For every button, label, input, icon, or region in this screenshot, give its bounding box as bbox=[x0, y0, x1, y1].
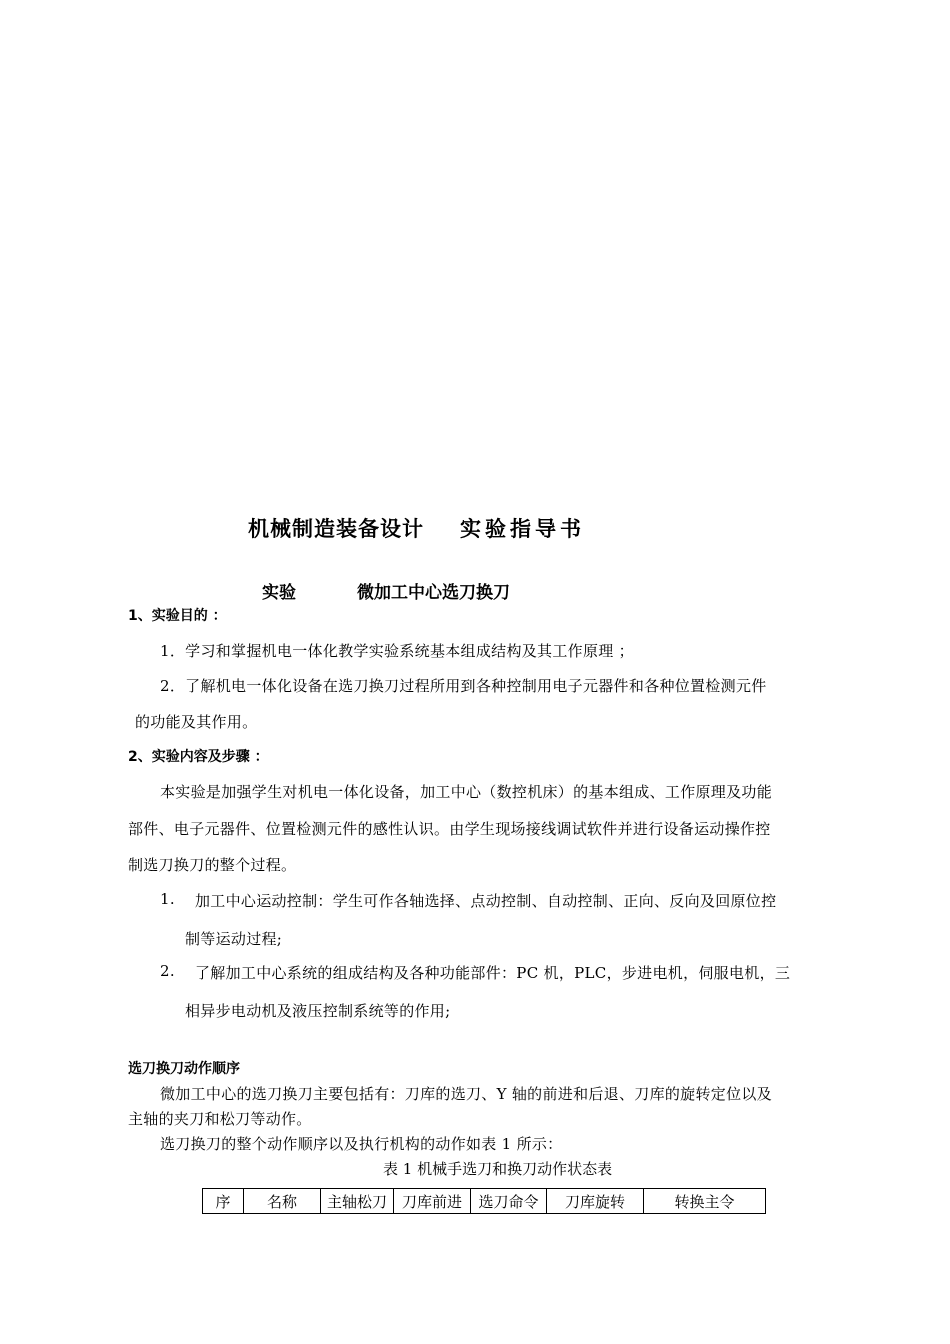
document-title-left: 机械制造装备设计 bbox=[248, 517, 424, 541]
step-1-line-2: 制等运动过程; bbox=[185, 930, 283, 948]
step-1-line-1: 加工中心运动控制：学生可作各轴选择、点动控制、自动控制、正向、反向及回原位控 bbox=[195, 892, 777, 910]
section2-heading: 2、实验内容及步骤 ： bbox=[128, 749, 269, 765]
table-header-row bbox=[203, 1189, 766, 1214]
table-header-cell: 选刀命令 bbox=[471, 1189, 547, 1214]
table-caption: 表 1 机械手选刀和换刀动作状态表 bbox=[383, 1160, 613, 1178]
section1-item-1: 1．学习和掌握机电一体化教学实验系统基本组成结构及其工作原理 ； bbox=[160, 642, 634, 660]
section3-line-1: 微加工中心的选刀换刀主要包括有：刀库的选刀、Y 轴的前进和后退、刀库的旋转定位以及 bbox=[160, 1085, 772, 1103]
step-2-line-1: 了解加工中心系统的组成结构及各种功能部件：PC 机，PLC，步进电机，伺服电机，三 bbox=[195, 964, 791, 982]
section3-line-2: 主轴的夹刀和松刀等动作。 bbox=[128, 1110, 312, 1128]
step-2-line-2: 相异步电动机及液压控制系统等的作用; bbox=[185, 1002, 451, 1020]
section1-item-2-continued: 的功能及其作用。 bbox=[135, 713, 258, 731]
section2-intro-line-2: 部件、电子元器件、位置检测元件的感性认识。由学生现场接线调试软件并进行设备运动操作控 bbox=[128, 820, 771, 838]
step-1-number: 1. bbox=[160, 890, 175, 908]
section1-heading: 1、实验目的 ： bbox=[128, 608, 227, 624]
table-header-cell: 转换主令 bbox=[644, 1189, 766, 1214]
table-header-cell: 序 bbox=[203, 1189, 244, 1214]
section3-heading: 选刀换刀动作顺序 bbox=[128, 1061, 240, 1077]
state-table bbox=[202, 1188, 766, 1214]
section1-item-2: 2．了解机电一体化设备在选刀换刀过程所用到各种控制用电子元器件和各种位置检测元件 bbox=[160, 677, 767, 695]
table-header-cell: 刀库前进 bbox=[394, 1189, 471, 1214]
document-title-right: 实验指导书 bbox=[460, 517, 585, 541]
experiment-name: 微加工中心选刀换刀 bbox=[357, 583, 510, 603]
section2-intro-line-3: 制选刀换刀的整个过程。 bbox=[128, 856, 297, 874]
experiment-label: 实验 bbox=[262, 583, 296, 603]
step-2-number: 2. bbox=[160, 962, 175, 980]
section2-intro-line-1: 本实验是加强学生对机电一体化设备，加工中心（数控机床）的基本组成、工作原理及功能 bbox=[160, 783, 773, 801]
section3-line-3: 选刀换刀的整个动作顺序以及执行机构的动作如表 1 所示： bbox=[160, 1135, 563, 1153]
table-header-cell: 主轴松刀 bbox=[321, 1189, 394, 1214]
table-header-cell: 名称 bbox=[244, 1189, 321, 1214]
table-header-cell: 刀库旋转 bbox=[547, 1189, 644, 1214]
